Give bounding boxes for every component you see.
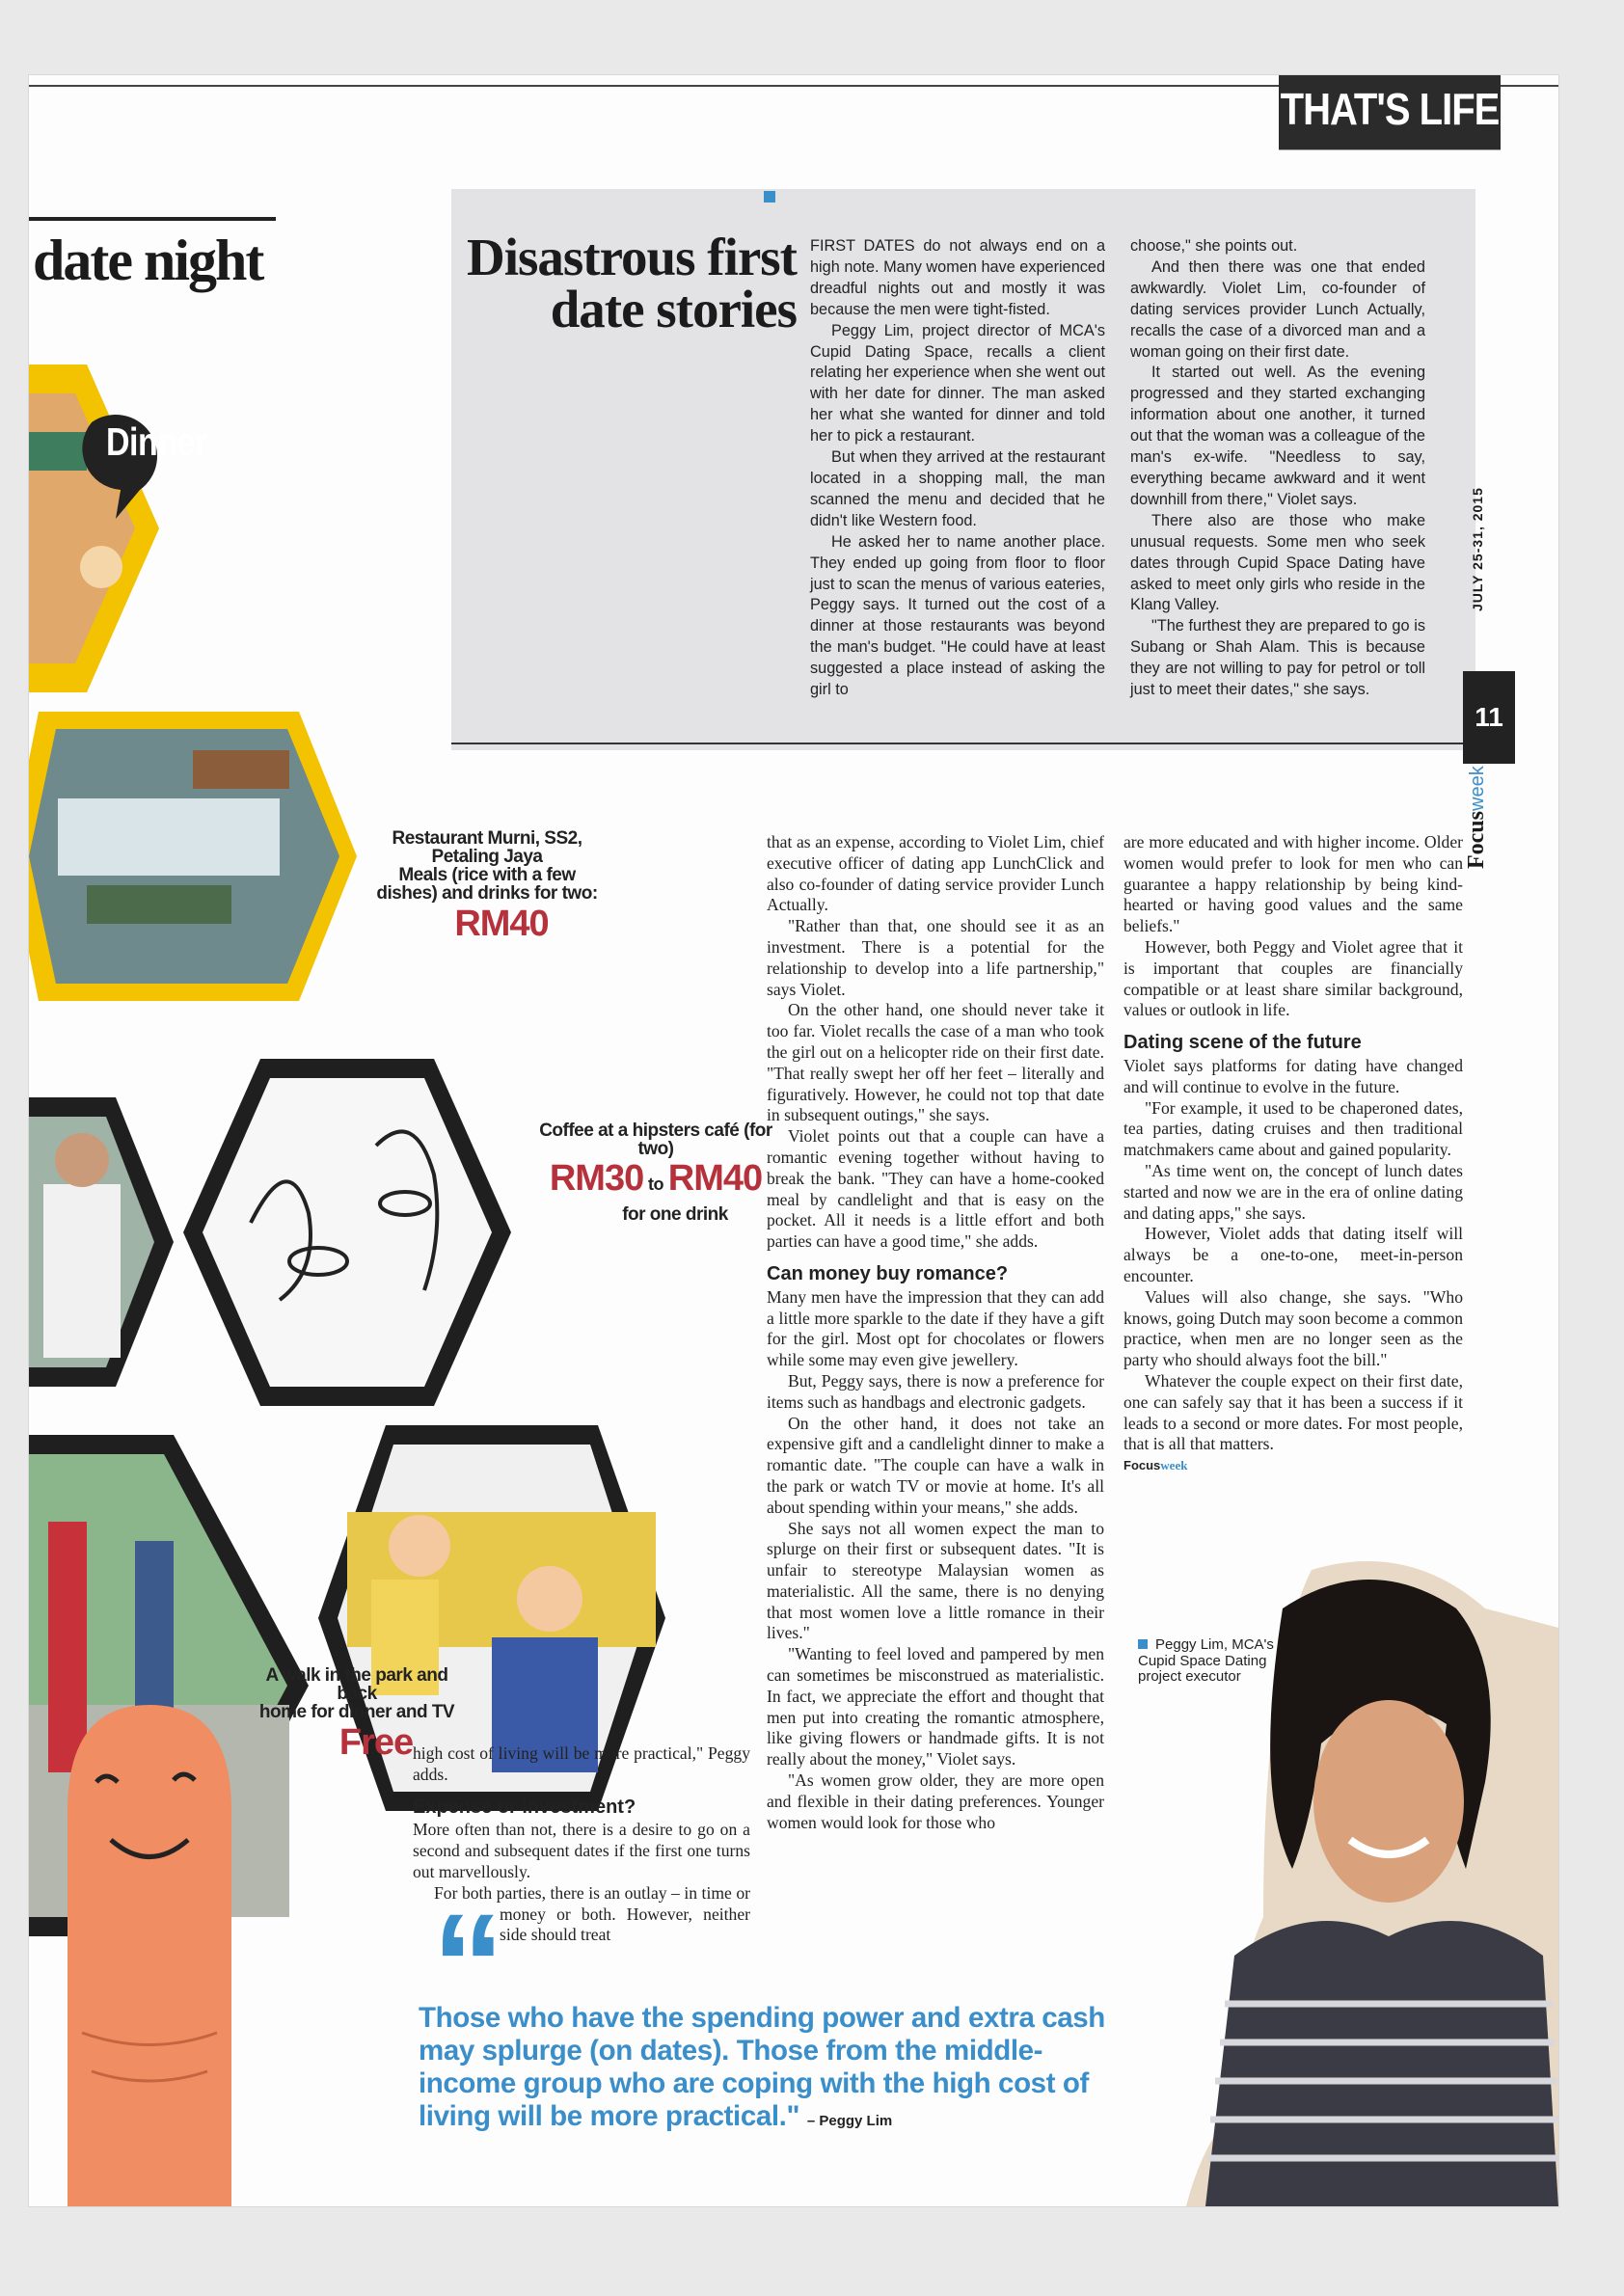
portrait-striped-top (1205, 1921, 1558, 2206)
feature-title-rule (29, 217, 276, 221)
body-paragraph: On the other hand, one should never take it too far. Violet recalls the case of a man who took the girl out on a helicopter ride on their first date. "That really swept her off her feet – literally and figuratively. However, he could not top that date in subsequent outings," she says. (767, 1000, 1104, 1125)
sidebar-paragraph: It started out well. As the evening progressed and they started exchanging information about one another, it turned out that the woman was a colleague of the man's ex-wife. "Needless to say, everything became awkward and it went downhill from there," Violet says. (1130, 364, 1425, 508)
body-paragraph: that as an expense, according to Violet Lim, chief executive officer of dating app LunchClick and also co-founder of dating service provider Lunch Actually. (767, 832, 1104, 915)
magazine-page (29, 75, 1558, 2206)
sidebar-paragraph: And then there was one that ended awkwardly. Violet Lim, co-founder of dating services provider Lunch Actually, recalls the case of a divorced man and a woman going on their first date. (1130, 257, 1425, 361)
body-paragraph: For both parties, there is an outlay – in time or money or both. However, neither side should treat (434, 1882, 750, 1945)
brand-light: week (1467, 766, 1488, 811)
sidebar-title-line: date stories (550, 280, 797, 338)
photo-caption-text: Peggy Lim, MCA's Cupid Space Dating project executor (1138, 1636, 1274, 1685)
sidebar-paragraph: "The furthest they are prepared to go is Subang or Shah Alam. This is because they are not willing to pay for petrol or toll just to meet their dates," she says. (1130, 617, 1425, 699)
body-column-2 (767, 832, 1104, 1833)
section-label: THAT'S LIFE (1279, 75, 1501, 149)
body-paragraph: "As women grow older, they are more open and flexible in their dating preferences. Younger women would look for those who (767, 1770, 1104, 1832)
quote-mark: “ (432, 1883, 504, 2045)
dinner-illustration-bg (29, 432, 87, 471)
walk-caption-line: A walk in the park and back (265, 1665, 448, 1704)
body-paragraph: Many men have the impression that they can add a little more sparkle to the date if they have a gift for the girl. Most opt for chocolates or flowers while some may even give jewellery. (767, 1286, 1104, 1370)
sidebar-paragraph: FIRST DATES do not always end on a high note. Many women have experienced dreadful nights out and mostly it was because the men were tight-fisted. (810, 237, 1105, 318)
publication-brand (1464, 766, 1490, 869)
cartoon-woman-face (389, 1515, 450, 1577)
end-mark-bold: Focus (1123, 1458, 1161, 1473)
dateline: JULY 25-31, 2015 (1470, 487, 1485, 611)
body-paragraph: "Rather than that, one should see it as an investment. There is a potential for the relationship to develop into a life partnership," says Violet. (767, 916, 1104, 999)
smiley-finger-illustration (39, 1666, 260, 2206)
body-paragraph: Values will also change, she says. "Who knows, going Dutch may soon become a common practice, when men are no longer seen as the party who should always foot the bill." (1123, 1286, 1463, 1370)
body-paragraph: Whatever the couple expect on their first date, one can safely say that it has been a success if it leads to a second or more dates. For most people, that is all that matters. (1123, 1370, 1463, 1454)
sidebar-paragraph: Peggy Lim, project director of MCA's Cupid Dating Space, recalls a client relating her experience when she went out with her date for dinner. The man asked her what she wanted for dinner and told her to pick a restaurant. (810, 321, 1105, 446)
sidebar-marker (764, 191, 775, 203)
portrait-face (1313, 1700, 1464, 1903)
sidebar-bottom-rule (451, 743, 1475, 744)
restaurant-caption-line: dishes) and drinks for two: (376, 883, 598, 904)
coffee-price-from: RM30 (549, 1158, 644, 1199)
coffee-price-to-label: to (648, 1175, 663, 1194)
body-paragraph: "For example, it used to be chaperoned dates, tea parties, dating cruises and then traditional matchmakers came about and gained popularity. (1123, 1097, 1463, 1160)
body-paragraph: More often than not, there is a desire to go on a second and subsequent dates if the first one turns out marvellously. (413, 1820, 750, 1881)
coffee-caption (530, 1121, 781, 1224)
man-photo-shirt (43, 1184, 121, 1358)
restaurant-photo-wall (193, 750, 289, 789)
body-paragraph: Violet says platforms for dating have changed and will continue to evolve in the future. (1123, 1055, 1463, 1096)
sidebar-paragraph: choose," she points out. (1130, 237, 1298, 255)
restaurant-photo-chairs (87, 885, 231, 924)
body-paragraph: "Wanting to feel loved and pampered by men can sometimes be misconstrued as materialistic. In fact, we appreciate the effort and thought that men put into creating the romantic atmosphere, like giving flowers or handmade gifts. It is not really about the money," Violet says. (767, 1644, 1104, 1769)
photo-caption (1138, 1637, 1283, 1686)
man-photo-face (55, 1133, 109, 1187)
pull-quote (419, 2002, 1132, 2138)
coffee-price-to: RM40 (667, 1158, 763, 1199)
body-paragraph: However, Violet adds that dating itself will always be a one-to-one, meet-in-person encounter. (1123, 1224, 1463, 1285)
cartoon-man-face (517, 1566, 582, 1632)
body-paragraph: But, Peggy says, there is now a preference for items such as handbags and electronic gadgets. (767, 1370, 1104, 1412)
sidebar-column-2 (1130, 236, 1425, 701)
feature-title: date night (33, 229, 263, 292)
body-paragraph: "As time went on, the concept of lunch dates started and now we are in the era of online dating and dating apps," she says. (1123, 1160, 1463, 1223)
dinner-badge-label: Dinner (106, 420, 207, 465)
coffee-caption-suffix: for one drink (622, 1204, 728, 1225)
page-number: 11 (1463, 671, 1515, 764)
body-paragraph: are more educated and with higher income. Older women would prefer to look for men who can guarantee a happy relationship by being kind-hearted or having good values and the same beliefs." (1123, 832, 1463, 936)
restaurant-photo-table (58, 798, 280, 876)
body-paragraph: She says not all women expect the man to splurge on their first or subsequent dates. "It is unfair to stereotype Malaysian women as materialistic. All the same, there is no denying that most women love a little romance in their lives." (767, 1518, 1104, 1643)
finger-shape (68, 1705, 231, 2206)
subheading-future: Dating scene of the future (1123, 1032, 1362, 1054)
body-column-3 (1123, 832, 1463, 1476)
sidebar-paragraph: But when they arrived at the restaurant located in a shopping mall, the man scanned the menu and decided that he didn't like Western food. (810, 448, 1105, 529)
end-mark-light: week (1160, 1458, 1188, 1473)
coffee-caption-line: Coffee at a hipsters café (for two) (539, 1121, 772, 1159)
end-mark (1123, 1455, 1463, 1476)
body-paragraph: However, both Peggy and Violet agree that it is important that couples are financially compatible or at least share similar background, values or outlook in life. (1123, 936, 1463, 1020)
subheading-romance: Can money buy romance? (767, 1262, 1009, 1284)
sidebar-title (451, 228, 797, 338)
body-paragraph: high cost of living will be more practical," Peggy adds. (413, 1743, 750, 1784)
walk-price: Free (338, 1722, 414, 1763)
pull-quote-text: Those who have the spending power and extra cash may splurge (on dates). Those from the middle-income group who are coping with the high cost of living will be more practical." (419, 2002, 1105, 2132)
sidebar-paragraph: There also are those who make unusual requests. Some men who seek dates through Cupid Space Dating have asked to meet only girls who reside in the Klang Valley. (1130, 511, 1425, 614)
restaurant-caption-line: Restaurant Murni, SS2, (392, 828, 582, 849)
restaurant-caption-line: Meals (rice with a few (398, 865, 576, 885)
body-paragraph: On the other hand, it does not take an expensive gift and a candlelight dinner to make a romantic date. "The couple can have a walk in the park or watch TV or movie at home. It's all about spending within your means," she adds. (767, 1413, 1104, 1517)
restaurant-price: RM40 (454, 904, 549, 944)
pull-quote-source: – Peggy Lim (806, 2113, 893, 2129)
sidebar-paragraph: He asked her to name another place. They ended up going from floor to floor just to scan the menus of various eateries, Peggy says. It turned out the cost of a dinner at those restaurants was beyond the man's budget. "He could have at least suggested a place instead of asking the girl to (810, 532, 1105, 699)
body-paragraph: Violet points out that a couple can have a romantic evening together without having to break the bank. "They can have a home-cooked meal by candlelight and that is easy on the pocket. All it needs is a little effort and both parties can have a good time," she adds. (767, 1126, 1104, 1252)
restaurant-caption-line: Petaling Jaya (431, 847, 543, 867)
brand-bold: Focus (1464, 811, 1489, 869)
restaurant-caption (371, 829, 603, 945)
subheading-expense: Expense or investment? (413, 1796, 636, 1818)
caption-marker (1138, 1639, 1148, 1649)
dinner-figure-head (80, 546, 122, 588)
sidebar-column-1 (810, 236, 1105, 701)
walk-caption-line: home for dinner and TV (258, 1702, 455, 1722)
sidebar-title-line: Disastrous first (466, 228, 797, 286)
